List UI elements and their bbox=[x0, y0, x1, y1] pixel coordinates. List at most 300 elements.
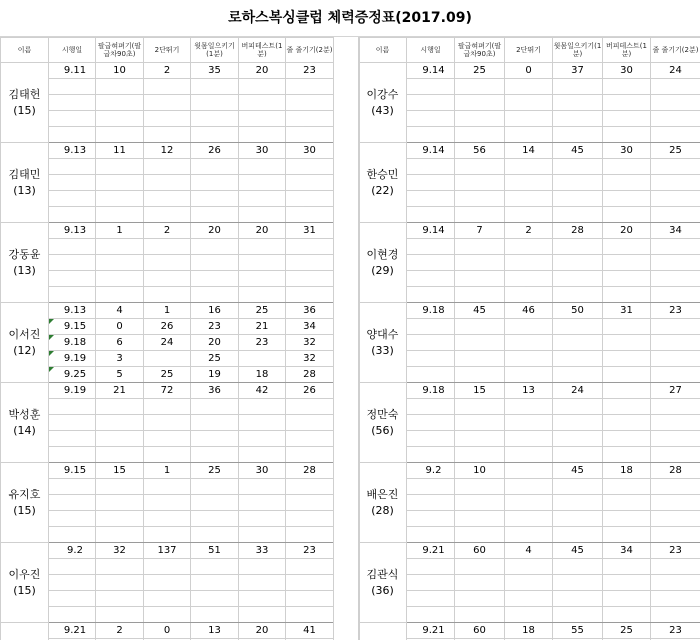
value-cell[interactable] bbox=[286, 559, 334, 575]
value-cell[interactable]: 23 bbox=[286, 543, 334, 559]
date-cell[interactable] bbox=[49, 239, 96, 255]
value-cell[interactable] bbox=[651, 111, 700, 127]
value-cell[interactable] bbox=[144, 415, 191, 431]
member-name-cell[interactable] bbox=[1, 543, 49, 623]
member-name-cell[interactable] bbox=[359, 383, 407, 463]
date-cell[interactable] bbox=[407, 367, 455, 383]
value-cell[interactable] bbox=[603, 239, 651, 255]
value-cell[interactable] bbox=[191, 159, 239, 175]
value-cell[interactable] bbox=[239, 127, 286, 143]
value-cell[interactable] bbox=[239, 415, 286, 431]
date-cell[interactable] bbox=[407, 511, 455, 527]
value-cell[interactable] bbox=[553, 287, 603, 303]
value-cell[interactable]: 20 bbox=[239, 63, 286, 79]
value-cell[interactable]: 33 bbox=[239, 543, 286, 559]
value-cell[interactable]: 6 bbox=[96, 335, 144, 351]
value-cell[interactable] bbox=[553, 351, 603, 367]
date-cell[interactable] bbox=[407, 287, 455, 303]
value-cell[interactable] bbox=[191, 95, 239, 111]
value-cell[interactable] bbox=[144, 495, 191, 511]
value-cell[interactable] bbox=[553, 255, 603, 271]
value-cell[interactable] bbox=[239, 159, 286, 175]
value-cell[interactable] bbox=[651, 319, 700, 335]
value-cell[interactable]: 26 bbox=[144, 319, 191, 335]
value-cell[interactable] bbox=[651, 575, 700, 591]
value-cell[interactable] bbox=[505, 527, 553, 543]
value-cell[interactable]: 1 bbox=[144, 463, 191, 479]
value-cell[interactable] bbox=[651, 607, 700, 623]
value-cell[interactable] bbox=[455, 191, 505, 207]
date-cell[interactable] bbox=[49, 479, 96, 495]
value-cell[interactable] bbox=[505, 239, 553, 255]
date-cell[interactable] bbox=[407, 191, 455, 207]
value-cell[interactable] bbox=[603, 95, 651, 111]
value-cell[interactable]: 31 bbox=[286, 223, 334, 239]
value-cell[interactable] bbox=[603, 479, 651, 495]
value-cell[interactable] bbox=[603, 447, 651, 463]
value-cell[interactable]: 26 bbox=[286, 383, 334, 399]
date-cell[interactable] bbox=[49, 207, 96, 223]
value-cell[interactable]: 2 bbox=[505, 223, 553, 239]
member-name-cell[interactable] bbox=[359, 543, 407, 623]
date-cell[interactable] bbox=[49, 447, 96, 463]
value-cell[interactable]: 72 bbox=[144, 383, 191, 399]
value-cell[interactable] bbox=[144, 95, 191, 111]
value-cell[interactable] bbox=[455, 559, 505, 575]
date-cell[interactable] bbox=[49, 271, 96, 287]
date-cell[interactable]: 9.21 bbox=[407, 623, 455, 639]
member-name-cell[interactable] bbox=[1, 63, 49, 143]
value-cell[interactable] bbox=[191, 607, 239, 623]
value-cell[interactable] bbox=[553, 335, 603, 351]
column-header[interactable]: 버피테스트(1분) bbox=[239, 38, 286, 63]
date-cell[interactable] bbox=[49, 511, 96, 527]
value-cell[interactable] bbox=[505, 191, 553, 207]
date-cell[interactable]: 9.21 bbox=[407, 543, 455, 559]
column-header[interactable]: 시행일 bbox=[407, 38, 455, 63]
value-cell[interactable]: 24 bbox=[651, 63, 700, 79]
value-cell[interactable] bbox=[603, 287, 651, 303]
value-cell[interactable] bbox=[603, 127, 651, 143]
value-cell[interactable] bbox=[651, 271, 700, 287]
value-cell[interactable] bbox=[603, 207, 651, 223]
member-name-cell[interactable] bbox=[1, 143, 49, 223]
date-cell[interactable] bbox=[407, 447, 455, 463]
value-cell[interactable]: 60 bbox=[455, 543, 505, 559]
value-cell[interactable] bbox=[191, 207, 239, 223]
value-cell[interactable] bbox=[553, 367, 603, 383]
value-cell[interactable] bbox=[286, 479, 334, 495]
value-cell[interactable] bbox=[144, 287, 191, 303]
value-cell[interactable] bbox=[603, 335, 651, 351]
value-cell[interactable] bbox=[191, 479, 239, 495]
value-cell[interactable]: 28 bbox=[553, 223, 603, 239]
value-cell[interactable] bbox=[651, 367, 700, 383]
date-cell[interactable] bbox=[49, 287, 96, 303]
value-cell[interactable] bbox=[96, 159, 144, 175]
value-cell[interactable] bbox=[96, 415, 144, 431]
value-cell[interactable]: 14 bbox=[505, 143, 553, 159]
value-cell[interactable] bbox=[553, 239, 603, 255]
value-cell[interactable]: 31 bbox=[603, 303, 651, 319]
date-cell[interactable] bbox=[407, 207, 455, 223]
value-cell[interactable]: 50 bbox=[553, 303, 603, 319]
value-cell[interactable] bbox=[286, 271, 334, 287]
value-cell[interactable]: 4 bbox=[96, 303, 144, 319]
date-cell[interactable] bbox=[407, 111, 455, 127]
value-cell[interactable] bbox=[603, 495, 651, 511]
value-cell[interactable] bbox=[455, 319, 505, 335]
value-cell[interactable] bbox=[96, 239, 144, 255]
value-cell[interactable] bbox=[455, 607, 505, 623]
value-cell[interactable] bbox=[191, 255, 239, 271]
date-cell[interactable] bbox=[407, 559, 455, 575]
value-cell[interactable] bbox=[239, 399, 286, 415]
value-cell[interactable]: 0 bbox=[505, 63, 553, 79]
value-cell[interactable]: 45 bbox=[553, 143, 603, 159]
value-cell[interactable] bbox=[603, 271, 651, 287]
value-cell[interactable] bbox=[553, 511, 603, 527]
value-cell[interactable]: 25 bbox=[651, 143, 700, 159]
value-cell[interactable] bbox=[505, 271, 553, 287]
value-cell[interactable] bbox=[455, 399, 505, 415]
value-cell[interactable] bbox=[553, 559, 603, 575]
value-cell[interactable]: 16 bbox=[191, 303, 239, 319]
value-cell[interactable] bbox=[455, 95, 505, 111]
value-cell[interactable] bbox=[505, 447, 553, 463]
value-cell[interactable] bbox=[191, 591, 239, 607]
value-cell[interactable] bbox=[96, 495, 144, 511]
value-cell[interactable] bbox=[505, 207, 553, 223]
value-cell[interactable] bbox=[96, 111, 144, 127]
value-cell[interactable] bbox=[239, 175, 286, 191]
date-cell[interactable] bbox=[49, 159, 96, 175]
value-cell[interactable]: 32 bbox=[286, 351, 334, 367]
value-cell[interactable]: 27 bbox=[651, 383, 700, 399]
value-cell[interactable] bbox=[191, 431, 239, 447]
value-cell[interactable] bbox=[553, 575, 603, 591]
value-cell[interactable] bbox=[239, 607, 286, 623]
member-name-cell[interactable] bbox=[359, 143, 407, 223]
value-cell[interactable] bbox=[505, 159, 553, 175]
value-cell[interactable]: 23 bbox=[651, 303, 700, 319]
value-cell[interactable]: 2 bbox=[144, 223, 191, 239]
value-cell[interactable] bbox=[651, 335, 700, 351]
value-cell[interactable] bbox=[239, 271, 286, 287]
value-cell[interactable] bbox=[505, 415, 553, 431]
value-cell[interactable] bbox=[603, 367, 651, 383]
date-cell[interactable] bbox=[407, 415, 455, 431]
column-header[interactable]: 팔굽혀펴기(팔굽차90초) bbox=[455, 38, 505, 63]
value-cell[interactable] bbox=[96, 591, 144, 607]
value-cell[interactable] bbox=[144, 351, 191, 367]
date-cell[interactable] bbox=[407, 95, 455, 111]
value-cell[interactable] bbox=[286, 111, 334, 127]
value-cell[interactable] bbox=[651, 127, 700, 143]
value-cell[interactable]: 35 bbox=[191, 63, 239, 79]
value-cell[interactable]: 15 bbox=[455, 383, 505, 399]
value-cell[interactable] bbox=[96, 207, 144, 223]
value-cell[interactable] bbox=[455, 79, 505, 95]
column-header[interactable]: 줄 줄기기(2분) bbox=[651, 38, 700, 63]
value-cell[interactable]: 51 bbox=[191, 543, 239, 559]
value-cell[interactable]: 30 bbox=[239, 463, 286, 479]
value-cell[interactable] bbox=[144, 159, 191, 175]
value-cell[interactable] bbox=[144, 607, 191, 623]
value-cell[interactable] bbox=[96, 271, 144, 287]
value-cell[interactable]: 3 bbox=[96, 351, 144, 367]
value-cell[interactable] bbox=[455, 527, 505, 543]
value-cell[interactable]: 26 bbox=[191, 143, 239, 159]
value-cell[interactable] bbox=[553, 527, 603, 543]
value-cell[interactable] bbox=[505, 111, 553, 127]
value-cell[interactable] bbox=[553, 495, 603, 511]
value-cell[interactable]: 23 bbox=[651, 543, 700, 559]
date-cell[interactable] bbox=[407, 495, 455, 511]
value-cell[interactable] bbox=[603, 159, 651, 175]
value-cell[interactable]: 60 bbox=[455, 623, 505, 639]
value-cell[interactable] bbox=[505, 463, 553, 479]
value-cell[interactable] bbox=[553, 415, 603, 431]
value-cell[interactable] bbox=[96, 431, 144, 447]
value-cell[interactable] bbox=[239, 591, 286, 607]
value-cell[interactable] bbox=[603, 255, 651, 271]
value-cell[interactable]: 12 bbox=[144, 143, 191, 159]
value-cell[interactable] bbox=[239, 447, 286, 463]
value-cell[interactable]: 32 bbox=[96, 543, 144, 559]
date-cell[interactable]: 9.15 bbox=[49, 319, 96, 335]
value-cell[interactable]: 21 bbox=[96, 383, 144, 399]
value-cell[interactable] bbox=[505, 575, 553, 591]
value-cell[interactable] bbox=[505, 175, 553, 191]
column-header[interactable]: 버피테스트(1분) bbox=[603, 38, 651, 63]
value-cell[interactable] bbox=[505, 335, 553, 351]
value-cell[interactable]: 18 bbox=[505, 623, 553, 639]
value-cell[interactable] bbox=[144, 447, 191, 463]
value-cell[interactable] bbox=[286, 399, 334, 415]
date-cell[interactable]: 9.19 bbox=[49, 383, 96, 399]
value-cell[interactable] bbox=[603, 319, 651, 335]
value-cell[interactable] bbox=[144, 431, 191, 447]
column-header[interactable]: 줄 줄기기(2분) bbox=[286, 38, 334, 63]
value-cell[interactable]: 23 bbox=[286, 63, 334, 79]
value-cell[interactable]: 34 bbox=[651, 223, 700, 239]
value-cell[interactable] bbox=[651, 207, 700, 223]
value-cell[interactable] bbox=[144, 127, 191, 143]
value-cell[interactable]: 20 bbox=[239, 623, 286, 639]
value-cell[interactable] bbox=[603, 415, 651, 431]
date-cell[interactable] bbox=[49, 591, 96, 607]
date-cell[interactable] bbox=[407, 79, 455, 95]
date-cell[interactable] bbox=[49, 415, 96, 431]
value-cell[interactable] bbox=[505, 495, 553, 511]
value-cell[interactable] bbox=[455, 335, 505, 351]
member-name-cell[interactable] bbox=[359, 223, 407, 303]
value-cell[interactable] bbox=[505, 79, 553, 95]
value-cell[interactable] bbox=[286, 95, 334, 111]
value-cell[interactable] bbox=[286, 207, 334, 223]
value-cell[interactable] bbox=[96, 95, 144, 111]
value-cell[interactable] bbox=[96, 559, 144, 575]
value-cell[interactable]: 25 bbox=[191, 463, 239, 479]
value-cell[interactable] bbox=[191, 415, 239, 431]
value-cell[interactable]: 42 bbox=[239, 383, 286, 399]
value-cell[interactable] bbox=[96, 287, 144, 303]
value-cell[interactable]: 7 bbox=[455, 223, 505, 239]
date-cell[interactable] bbox=[407, 239, 455, 255]
value-cell[interactable] bbox=[651, 511, 700, 527]
value-cell[interactable] bbox=[651, 159, 700, 175]
value-cell[interactable] bbox=[651, 431, 700, 447]
value-cell[interactable]: 25 bbox=[455, 63, 505, 79]
value-cell[interactable] bbox=[553, 399, 603, 415]
value-cell[interactable]: 36 bbox=[191, 383, 239, 399]
date-cell[interactable] bbox=[49, 111, 96, 127]
value-cell[interactable]: 10 bbox=[455, 463, 505, 479]
value-cell[interactable] bbox=[239, 351, 286, 367]
date-cell[interactable] bbox=[49, 191, 96, 207]
value-cell[interactable] bbox=[144, 511, 191, 527]
value-cell[interactable] bbox=[144, 191, 191, 207]
value-cell[interactable]: 34 bbox=[286, 319, 334, 335]
value-cell[interactable] bbox=[239, 191, 286, 207]
value-cell[interactable] bbox=[455, 239, 505, 255]
date-cell[interactable] bbox=[407, 591, 455, 607]
date-cell[interactable] bbox=[49, 95, 96, 111]
value-cell[interactable] bbox=[191, 175, 239, 191]
value-cell[interactable]: 55 bbox=[553, 623, 603, 639]
date-cell[interactable]: 9.15 bbox=[49, 463, 96, 479]
date-cell[interactable] bbox=[49, 79, 96, 95]
value-cell[interactable] bbox=[191, 79, 239, 95]
date-cell[interactable] bbox=[49, 559, 96, 575]
value-cell[interactable] bbox=[553, 111, 603, 127]
member-name-cell[interactable] bbox=[1, 383, 49, 463]
value-cell[interactable] bbox=[553, 175, 603, 191]
value-cell[interactable] bbox=[651, 415, 700, 431]
value-cell[interactable] bbox=[505, 351, 553, 367]
value-cell[interactable] bbox=[505, 511, 553, 527]
value-cell[interactable] bbox=[144, 175, 191, 191]
value-cell[interactable] bbox=[286, 415, 334, 431]
date-cell[interactable]: 9.14 bbox=[407, 223, 455, 239]
value-cell[interactable] bbox=[505, 431, 553, 447]
date-cell[interactable]: 9.19 bbox=[49, 351, 96, 367]
date-cell[interactable] bbox=[407, 479, 455, 495]
value-cell[interactable] bbox=[603, 511, 651, 527]
column-header[interactable]: 2단뛰기 bbox=[144, 38, 191, 63]
value-cell[interactable]: 30 bbox=[603, 63, 651, 79]
value-cell[interactable]: 20 bbox=[603, 223, 651, 239]
value-cell[interactable] bbox=[144, 575, 191, 591]
value-cell[interactable] bbox=[505, 319, 553, 335]
value-cell[interactable]: 23 bbox=[239, 335, 286, 351]
value-cell[interactable] bbox=[651, 399, 700, 415]
date-cell[interactable] bbox=[49, 127, 96, 143]
value-cell[interactable] bbox=[455, 351, 505, 367]
value-cell[interactable] bbox=[553, 127, 603, 143]
value-cell[interactable] bbox=[603, 191, 651, 207]
value-cell[interactable] bbox=[553, 607, 603, 623]
value-cell[interactable] bbox=[603, 575, 651, 591]
value-cell[interactable] bbox=[651, 479, 700, 495]
value-cell[interactable] bbox=[651, 527, 700, 543]
value-cell[interactable]: 25 bbox=[191, 351, 239, 367]
value-cell[interactable]: 28 bbox=[286, 367, 334, 383]
value-cell[interactable] bbox=[455, 447, 505, 463]
value-cell[interactable] bbox=[603, 607, 651, 623]
value-cell[interactable]: 36 bbox=[286, 303, 334, 319]
value-cell[interactable] bbox=[651, 239, 700, 255]
value-cell[interactable] bbox=[286, 495, 334, 511]
value-cell[interactable] bbox=[553, 79, 603, 95]
value-cell[interactable] bbox=[191, 191, 239, 207]
value-cell[interactable] bbox=[603, 527, 651, 543]
value-cell[interactable] bbox=[191, 559, 239, 575]
value-cell[interactable] bbox=[191, 127, 239, 143]
date-cell[interactable] bbox=[407, 351, 455, 367]
value-cell[interactable]: 23 bbox=[651, 623, 700, 639]
value-cell[interactable] bbox=[603, 175, 651, 191]
date-cell[interactable] bbox=[407, 175, 455, 191]
value-cell[interactable] bbox=[505, 287, 553, 303]
value-cell[interactable]: 30 bbox=[286, 143, 334, 159]
value-cell[interactable] bbox=[191, 575, 239, 591]
value-cell[interactable] bbox=[505, 367, 553, 383]
value-cell[interactable] bbox=[191, 287, 239, 303]
value-cell[interactable] bbox=[286, 287, 334, 303]
date-cell[interactable] bbox=[407, 255, 455, 271]
value-cell[interactable]: 45 bbox=[553, 543, 603, 559]
value-cell[interactable]: 13 bbox=[191, 623, 239, 639]
value-cell[interactable] bbox=[96, 399, 144, 415]
value-cell[interactable] bbox=[603, 399, 651, 415]
value-cell[interactable] bbox=[96, 511, 144, 527]
value-cell[interactable] bbox=[191, 447, 239, 463]
value-cell[interactable]: 41 bbox=[286, 623, 334, 639]
value-cell[interactable] bbox=[239, 511, 286, 527]
date-cell[interactable] bbox=[49, 399, 96, 415]
value-cell[interactable] bbox=[651, 495, 700, 511]
value-cell[interactable] bbox=[553, 591, 603, 607]
value-cell[interactable]: 23 bbox=[191, 319, 239, 335]
date-cell[interactable]: 9.18 bbox=[49, 335, 96, 351]
value-cell[interactable] bbox=[505, 127, 553, 143]
value-cell[interactable] bbox=[553, 207, 603, 223]
value-cell[interactable] bbox=[603, 383, 651, 399]
date-cell[interactable] bbox=[407, 271, 455, 287]
value-cell[interactable] bbox=[286, 511, 334, 527]
value-cell[interactable] bbox=[286, 175, 334, 191]
date-cell[interactable] bbox=[407, 527, 455, 543]
column-header[interactable]: 2단뛰기 bbox=[505, 38, 553, 63]
value-cell[interactable]: 1 bbox=[144, 303, 191, 319]
date-cell[interactable] bbox=[49, 495, 96, 511]
value-cell[interactable] bbox=[96, 175, 144, 191]
date-cell[interactable] bbox=[407, 159, 455, 175]
value-cell[interactable] bbox=[96, 479, 144, 495]
value-cell[interactable] bbox=[603, 559, 651, 575]
date-cell[interactable] bbox=[49, 575, 96, 591]
value-cell[interactable] bbox=[455, 495, 505, 511]
member-name-cell[interactable] bbox=[1, 623, 49, 640]
date-cell[interactable]: 9.14 bbox=[407, 63, 455, 79]
value-cell[interactable]: 25 bbox=[603, 623, 651, 639]
value-cell[interactable] bbox=[286, 431, 334, 447]
value-cell[interactable] bbox=[505, 591, 553, 607]
value-cell[interactable]: 5 bbox=[96, 367, 144, 383]
column-header[interactable]: 이름 bbox=[359, 38, 407, 63]
